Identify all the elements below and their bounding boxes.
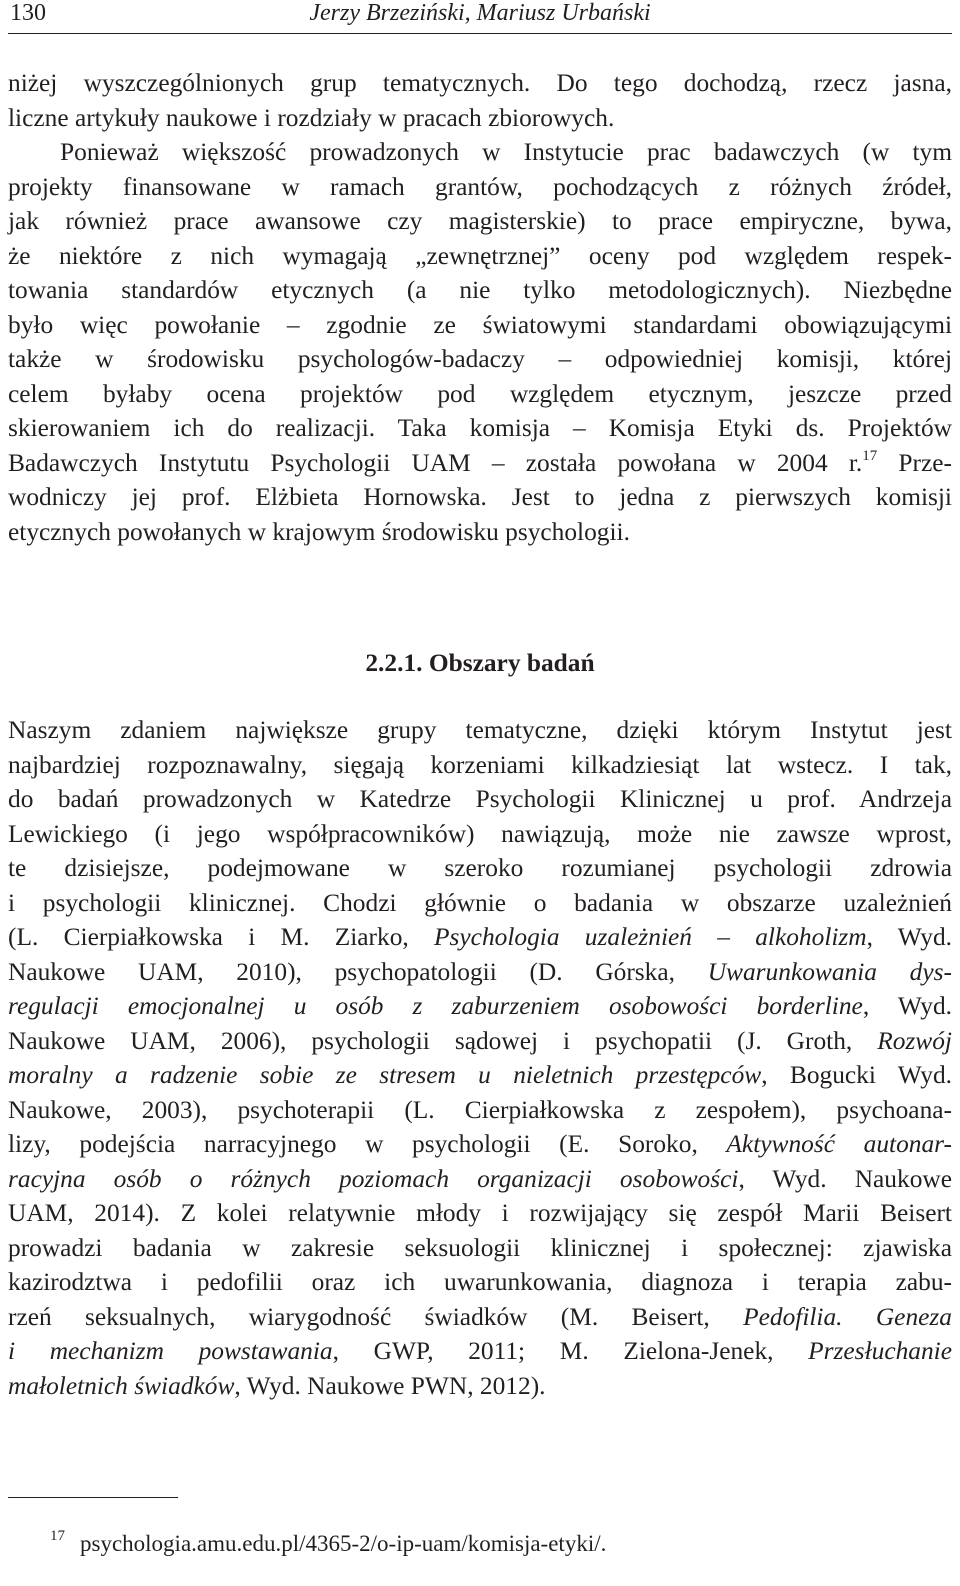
book-title: i mechanizm powstawania (8, 1337, 333, 1365)
footnote-url[interactable]: psychologia.amu.edu.pl/4365-2/o-ip-uam/komisja-etyki/. (80, 1531, 607, 1556)
book-title: małoletnich świadków (8, 1371, 235, 1400)
text-line: te dzisiejsze, podejmowane w szeroko rozumianej psychologii zdrowia (8, 854, 952, 882)
text-line: projekty finansowane w ramach grantów, pochodzących z różnych źródeł, (8, 172, 952, 201)
text-segment: Naukowe UAM, 2006), psychologii sądowej i psychopatii (J. Groth, (8, 1026, 878, 1055)
text-line: wodniczy jej prof. Elżbieta Hornowska. Jest to jedna z pierwszych komisji (8, 483, 952, 511)
text-line: towania standardów etycznych (a nie tylko metodologicznych). Niezbędne (8, 276, 952, 304)
footnote-mark: 17 (50, 1528, 65, 1544)
text-line: niżej wyszczególnionych grup tematycznych. Do tego dochodzą, rzecz jasna, (8, 69, 952, 97)
text-line (8, 446, 952, 481)
book-title: Przesłuchanie (808, 1337, 952, 1365)
text-line: Naszym zdaniem największe grupy tematyczne, dzięki którym Instytut jest (8, 716, 952, 744)
page-number: 130 (10, 0, 46, 26)
text-line: i psychologii klinicznej. Chodzi głównie o badania w obszarze uzależnień (8, 888, 952, 917)
text-line: liczne artykuły naukowe i rozdziały w pracach zbiorowych. (8, 103, 615, 132)
text-line (8, 1369, 952, 1404)
book-title: Aktywność autonar- (726, 1130, 952, 1158)
text-line: Ponieważ większość prowadzonych w Instytucie prac badawczych (w tym (60, 138, 952, 166)
text-line (8, 1127, 952, 1162)
paragraph-continuation (8, 66, 952, 135)
text-segment: , GWP, 2011; M. Zielona-Jenek, (332, 1337, 809, 1365)
section-heading: 2.2.1. Obszary badań (365, 649, 595, 677)
text-line: było więc powołanie – zgodnie ze światowymi standardami obowiązującymi (8, 310, 952, 339)
book-title: moralny a radzenie sobie ze stresem u nieletnich przestępców (8, 1061, 762, 1089)
footnote-reference[interactable]: 17 (862, 447, 878, 464)
book-title: Psychologia uzależnień – alkoholizm (434, 923, 867, 951)
text-line: kazirodztwa i pedofilii oraz ich uwarunkowania, diagnoza i terapia zabu- (8, 1268, 952, 1296)
text-line (8, 1024, 952, 1059)
running-head-authors: Jerzy Brzeziński, Mariusz Urbański (309, 0, 651, 26)
text-line: że niektóre z nich wymagają „zewnętrznej” oceny pod względem respek- (8, 241, 952, 270)
text-segment: , Wyd. (862, 992, 952, 1020)
text-line: do badań prowadzonych w Katedrze Psychologii Klinicznej u prof. Andrzeja (8, 785, 952, 813)
text-segment: Naukowe UAM, 2010), psychopatologii (D. Górska, (8, 957, 708, 986)
book-title: Rozwój (877, 1026, 952, 1055)
text-line (8, 989, 952, 1024)
body-text-lower (8, 713, 952, 1403)
text-line (8, 1300, 952, 1335)
text-segment: lizy, podejścia narracyjnego w psychologii (E. Soroko, (8, 1130, 727, 1158)
book-title: Pedofilia. Geneza (743, 1302, 952, 1331)
text-line: etycznych powołanych w krajowym środowisku psychologii. (8, 517, 630, 546)
text-segment: rzeń seksualnych, wiarygodność świadków (M. Beisert, (8, 1302, 744, 1331)
footnote-divider (8, 1497, 178, 1498)
text-line: jak również prace awansowe czy magisterskie) to prace empiryczne, bywa, (8, 207, 952, 235)
text-line: celem byłaby ocena projektów pod względem etycznym, jeszcze przed (8, 379, 952, 408)
text-line: także w środowisku psychologów-badaczy – odpowiedniej komisji, której (8, 345, 952, 373)
text-line: UAM, 2014). Z kolei relatywnie młody i rozwijający się zespół Marii Beisert (8, 1199, 952, 1227)
paragraph-ethics-committee (8, 135, 952, 549)
text-line (8, 920, 952, 955)
paragraph-research-areas (8, 713, 952, 1403)
text-segment: , Bogucki Wyd. (761, 1061, 952, 1089)
body-text-upper (8, 66, 952, 549)
text-line: najbardziej rozpoznawalny, sięgają korzeniami kilkadziesiąt lat wstecz. I tak, (8, 750, 952, 779)
text-segment: , Wyd. Naukowe (738, 1164, 952, 1193)
text-line (8, 955, 952, 990)
running-header (8, 0, 952, 34)
text-line: Naukowe, 2003), psychoterapii (L. Cierpiałkowska z zespołem), psychoana- (8, 1095, 952, 1124)
book-title: regulacji emocjonalnej u osób z zaburzeniem osobowości borderline (8, 992, 863, 1020)
text-line: prowadzi badania w zakresie seksuologii klinicznej i społecznej: zjawiska (8, 1233, 952, 1262)
text-line (8, 1058, 952, 1093)
text-segment: Prze- (877, 448, 952, 477)
text-line: Lewickiego (i jego współpracowników) nawiązują, może nie zawsze wprost, (8, 819, 952, 848)
text-segment: , Wyd. Naukowe PWN, 2012). (234, 1371, 546, 1400)
book-title: racyjna osób o różnych poziomach organizacji osobowości (8, 1164, 739, 1193)
text-line (8, 1334, 952, 1369)
text-line: skierowaniem ich do realizacji. Taka komisja – Komisja Etyki ds. Projektów (8, 414, 952, 442)
text-segment: , Wyd. (866, 923, 952, 951)
book-title: Uwarunkowania dys- (707, 957, 952, 986)
text-segment: (L. Cierpiałkowska i M. Ziarko, (8, 923, 435, 951)
text-segment: Badawczych Instytutu Psychologii UAM – została powołana w 2004 r. (8, 448, 863, 477)
text-line (8, 1162, 952, 1197)
